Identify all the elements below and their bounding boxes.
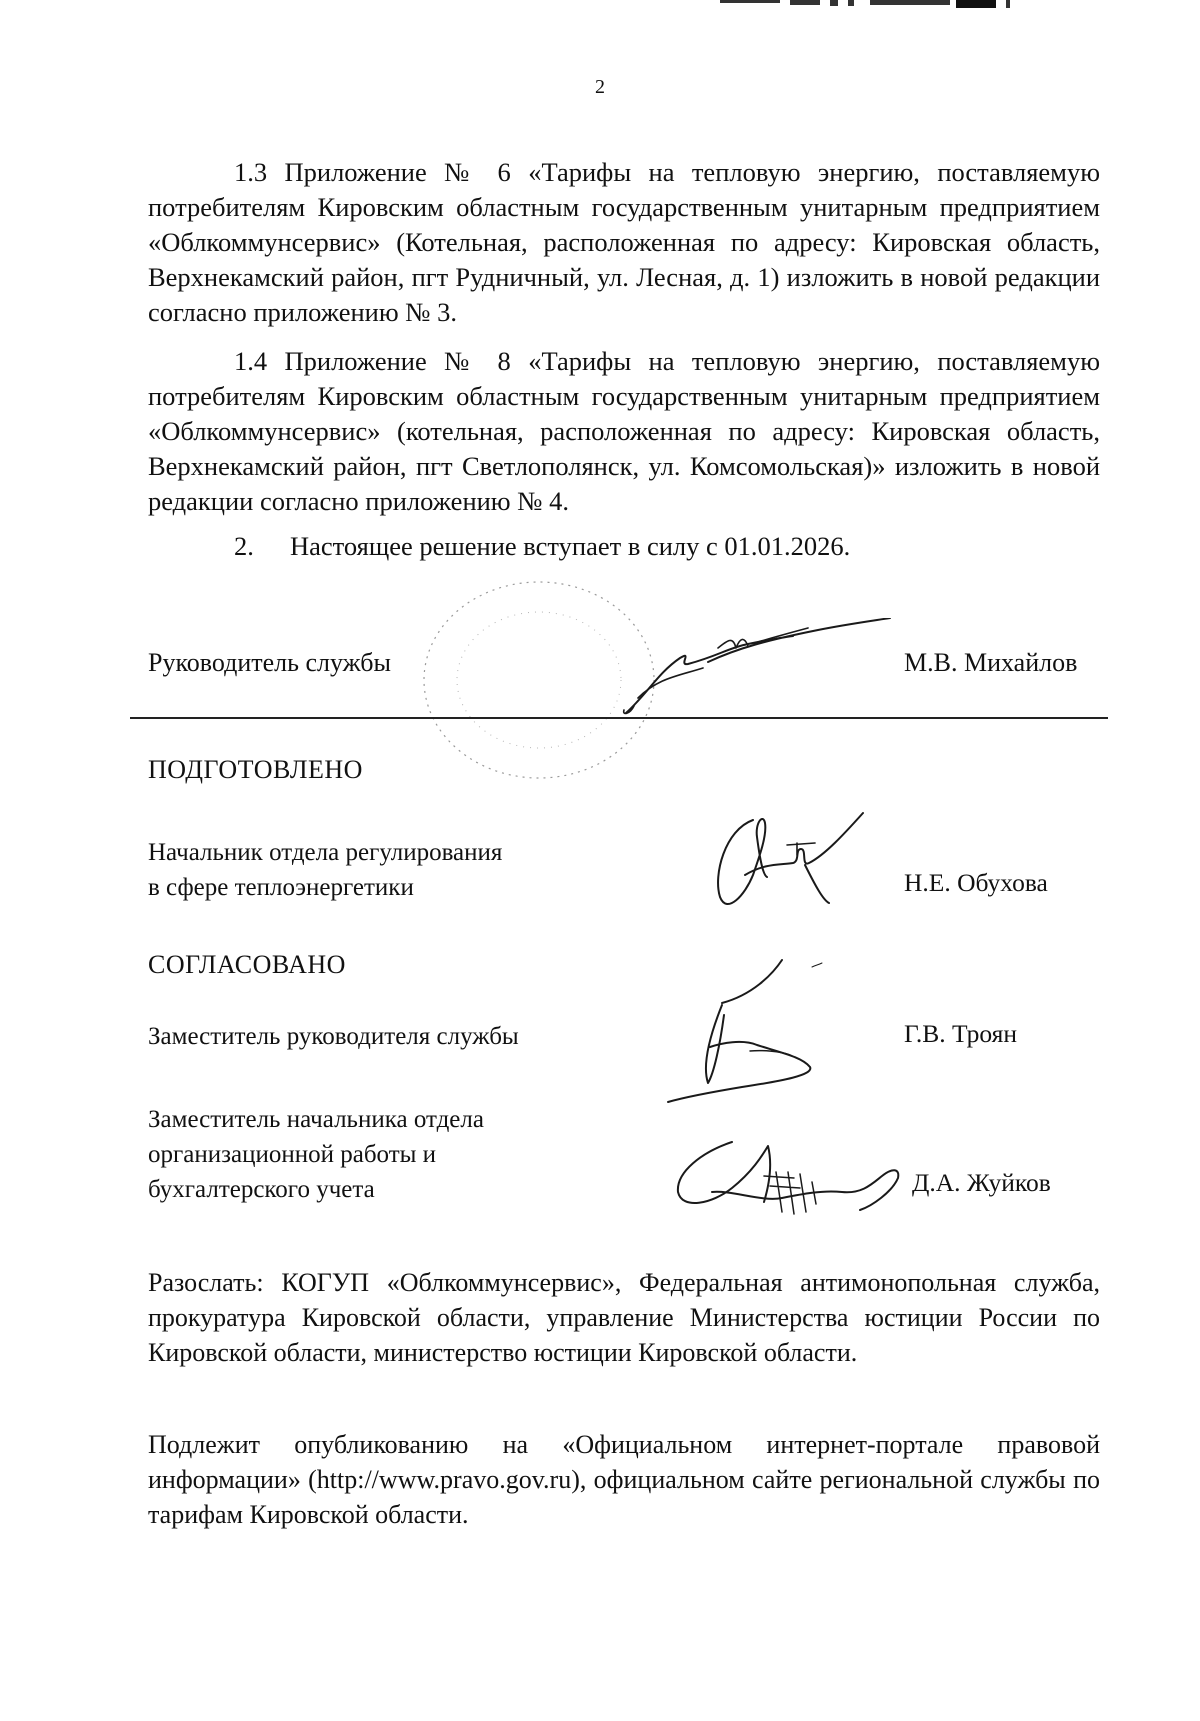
paragraph-2 (234, 529, 850, 564)
deputy-chief-position-line1: Заместитель начальника отдела (148, 1106, 484, 1133)
prepared-name: Н.Е. Обухова (904, 868, 1048, 897)
deputy-chief-position-line3: бухгалтерского учета (148, 1176, 375, 1203)
paragraph-2-number: 2. (234, 531, 254, 561)
distribution-list: Разослать: КОГУП «Облкоммунсервис», Федеральная антимонопольная служба, прокуратура Кировской области, управление Министерства юстиции России по Кировской области, министерство юстиции Кировской области. (148, 1268, 1100, 1367)
scan-edge-marks (720, 0, 1140, 8)
page-number: 2 (595, 76, 605, 98)
deputy-chief-name: Д.А. Жуйков (912, 1168, 1051, 1197)
head-position: Руководитель службы (148, 648, 391, 677)
separator-line (130, 717, 1108, 719)
prepared-position-line2: в сфере теплоэнергетики (148, 874, 414, 901)
deputy-head-position: Заместитель руководителя службы (148, 1023, 519, 1050)
prepared-position-line1: Начальник отдела регулирования (148, 839, 503, 866)
head-signature (618, 618, 898, 718)
prepared-signature (705, 805, 875, 910)
head-name: М.В. Михайлов (904, 648, 1078, 677)
publication-note: Подлежит опубликованию на «Официальном интернет-портале правовой информации» (http://www.pravo.gov.ru), официальном сайте региональной службы по тарифам Кировской области. (148, 1430, 1100, 1529)
deputy-chief-position-line2: организационной работы и (148, 1141, 437, 1168)
deputy-head-signature (662, 955, 887, 1110)
agreed-heading: СОГЛАСОВАНО (148, 950, 346, 979)
deputy-chief-signature (672, 1132, 907, 1227)
paragraph-2-text: Настоящее решение вступает в силу с 01.01.2026. (290, 531, 851, 561)
prepared-heading: ПОДГОТОВЛЕНО (148, 755, 363, 784)
paragraph-1-3: 1.3 Приложение № 6 «Тарифы на тепловую энергию, поставляемую потребителям Кировским областным государственным унитарным предприятием «Облкоммунсервис» (Котельная, расположенная по адресу: Кировская область, Верхнекамский район, пгт Рудничный, ул. Лесная, д. 1) изложить в новой редакции согласно приложению № 3. (148, 157, 1100, 327)
deputy-head-name: Г.В. Троян (904, 1019, 1017, 1048)
paragraph-1-4: 1.4 Приложение № 8 «Тарифы на тепловую энергию, поставляемую потребителям Кировским областным государственным унитарным предприятием «Облкоммунсервис» (котельная, расположенная по адресу: Кировская область, Верхнекамский район, пгт Светлополянск, ул. Комсомольская)» изложить в новой редакции согласно приложению № 4. (148, 346, 1100, 516)
